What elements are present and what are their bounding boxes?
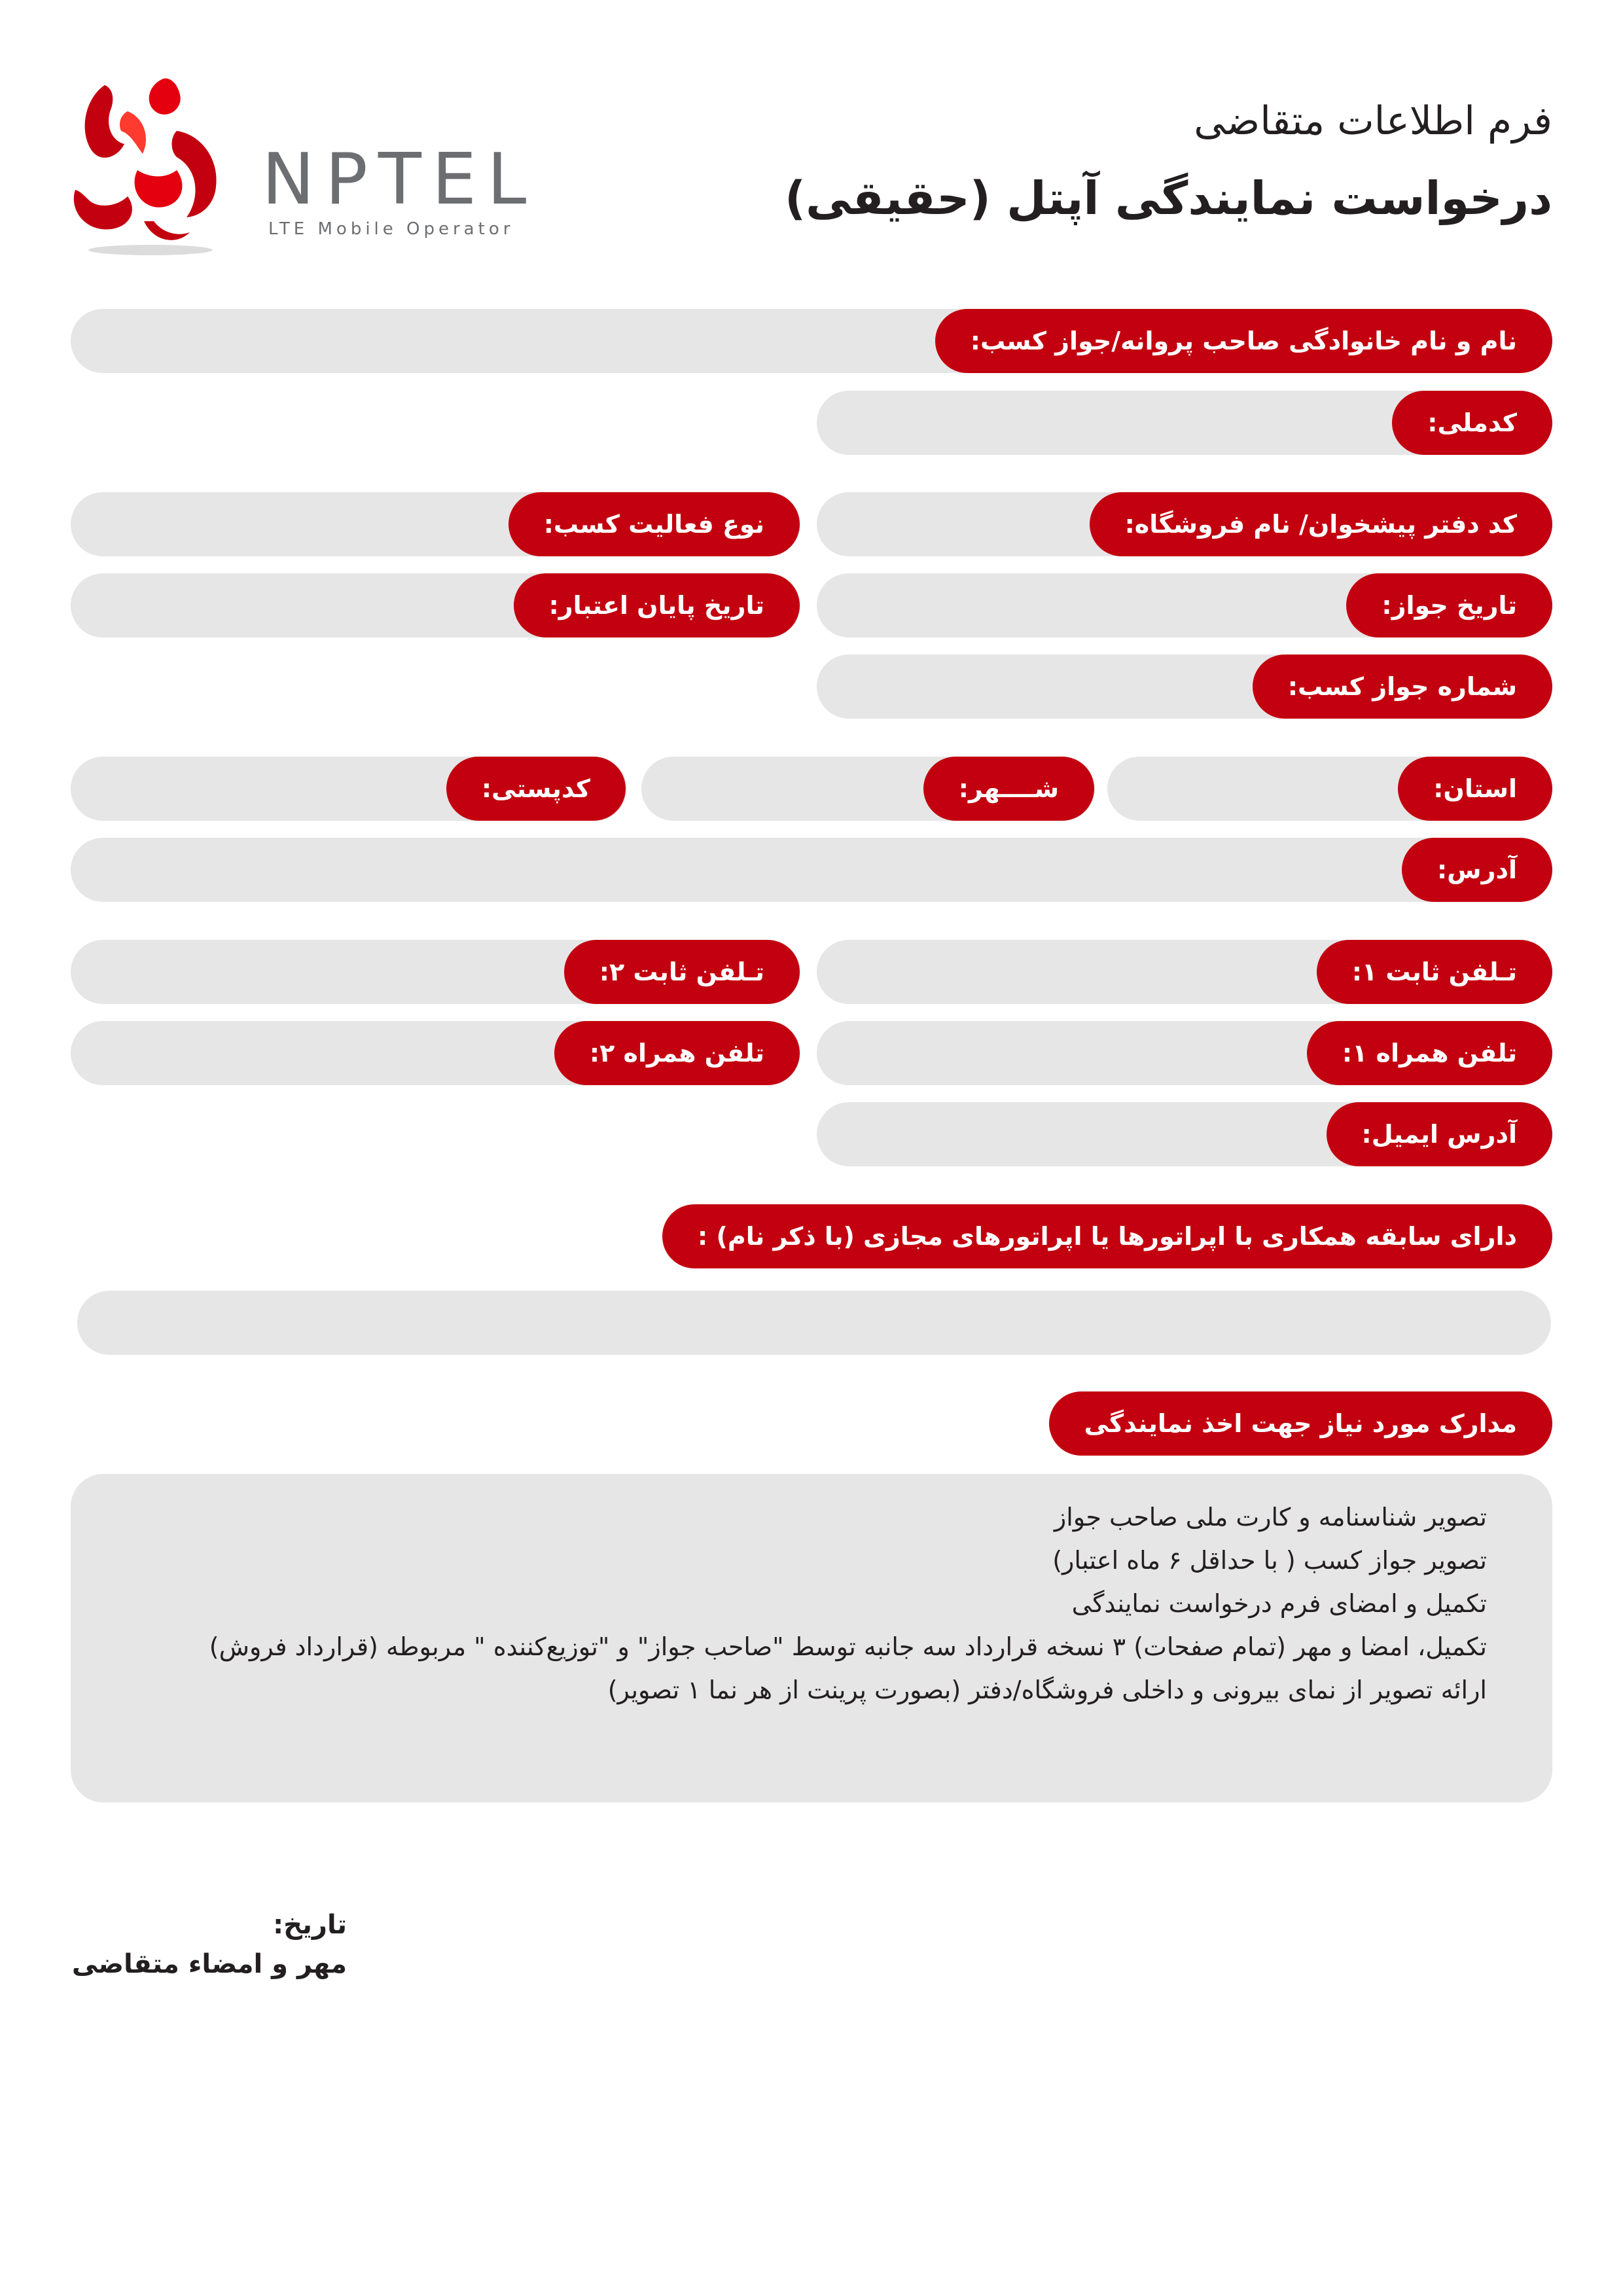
business-type-label: نوع فعالیت کسب: xyxy=(508,492,800,556)
document-item: تصویر جواز کسب ( با حداقل ۶ ماه اعتبار) xyxy=(1052,1546,1487,1575)
brand-tagline: LTE Mobile Operator xyxy=(268,219,514,239)
aptel-logo-mark xyxy=(65,72,223,262)
document-item: ارائه تصویر از نمای بیرونی و داخلی فروشگاه/دفتر (بصورت پرینت از هر نما ۱ تصویر) xyxy=(607,1676,1487,1704)
documents-heading: مدارک مورد نیاز جهت اخذ نمایندگی xyxy=(1049,1391,1552,1456)
signature-stamp-label: مهر و امضاء متقاضی xyxy=(71,1949,347,1979)
email-label: آدرس ایمیل: xyxy=(1327,1102,1552,1166)
mobile-1-label: تلفن همراه ۱: xyxy=(1307,1021,1552,1085)
license-number-label: شماره جواز کسب: xyxy=(1253,655,1552,719)
office-code-label: کد دفتر پیشخوان/ نام فروشگاه: xyxy=(1090,492,1552,556)
document-item: تکمیل و امضای فرم درخواست نمایندگی xyxy=(1071,1589,1487,1618)
owner-name-label: نام و نام خانوادگی صاحب پروانه/جواز کسب: xyxy=(935,309,1552,373)
expiry-date-label: تاریخ پایان اعتبار: xyxy=(514,573,800,637)
address-label: آدرس: xyxy=(1402,838,1552,902)
address-field[interactable] xyxy=(71,838,1551,902)
license-date-label: تاریخ جواز: xyxy=(1346,573,1552,637)
document-item: تکمیل، امضا و مهر (تمام صفحات) ۳ نسخه قرارداد سه جانبه توسط "صاحب جواز" و "توزیع‌کننده " مربوطه (قرارداد فروش) xyxy=(209,1632,1487,1661)
city-label: شــــهر: xyxy=(923,757,1094,821)
signature-date-label: تاریخ: xyxy=(273,1910,347,1940)
postal-code-label: کدپستی: xyxy=(446,757,626,821)
brand-name: NPTEL xyxy=(262,139,537,221)
mobile-2-label: تلفن همراه ۲: xyxy=(554,1021,800,1085)
cooperation-history-label: دارای سابقه همکاری با اپراتورها یا اپراتورهای مجازی (با ذکر نام) : xyxy=(662,1204,1552,1268)
national-code-label: کدملی: xyxy=(1392,391,1552,455)
documents-list xyxy=(113,1503,1487,1778)
form-title: درخواست نمایندگی آپتل (حقیقی) xyxy=(785,171,1552,225)
province-label: استان: xyxy=(1398,757,1552,821)
landline-2-label: تـلفن ثابت ۲: xyxy=(564,940,800,1004)
aptel-logo xyxy=(65,72,537,262)
document-item: تصویر شناسنامه و کارت ملی صاحب جواز xyxy=(1054,1503,1487,1532)
landline-1-label: تـلفن ثابت ۱: xyxy=(1317,940,1552,1004)
cooperation-history-field[interactable] xyxy=(77,1291,1551,1355)
form-subtitle: فرم اطلاعات متقاضی xyxy=(1194,98,1552,144)
documents-box xyxy=(71,1474,1552,1803)
